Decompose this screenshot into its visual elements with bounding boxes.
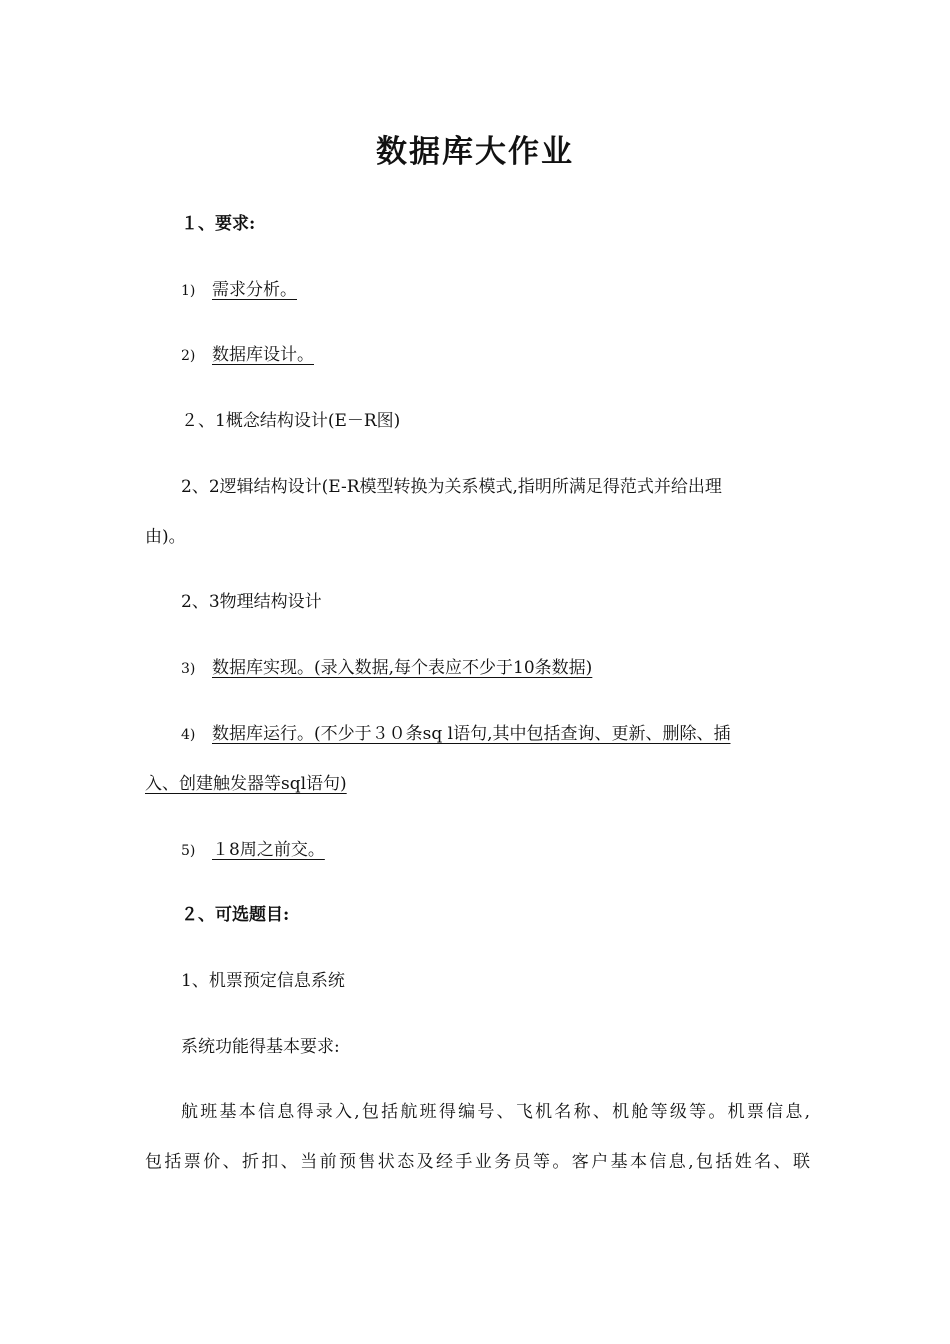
list-item-4-number: 4) [181,727,196,743]
topic-1: 1、机票预定信息系统 [181,971,345,991]
list-item-5-text: １8周之前交。 [212,840,325,860]
subsection-2-3: 2、3物理结构设计 [181,592,322,612]
list-item-4-line1 [181,722,810,747]
subsection-2-2-line2: 由)。 [145,527,186,547]
list-item-2-number: 2) [181,348,196,364]
list-item-3-number: 3) [181,661,196,677]
subsection-2-1: ２、1概念结构设计(E－R图) [181,411,401,431]
paragraph-line2: 包括票价、折扣、当前预售状态及经手业务员等。客户基本信息,包括姓名、联 [145,1152,810,1172]
section1-heading: １、要求: [181,214,256,234]
page-title: 数据库大作业 [376,134,574,170]
section2-heading: ２、可选题目: [181,905,290,925]
list-item-4-text-line1: 数据库运行。(不少于３０条sq l语句,其中包括查询、更新、删除、插 [212,724,731,744]
list-item-2-text: 数据库设计。 [212,345,314,365]
list-item-3 [181,656,810,681]
requirements-label: 系统功能得基本要求: [181,1037,340,1057]
list-item-4-line2 [145,772,810,796]
list-item-4-text-line2: 入、创建触发器等sql语句) [145,774,347,794]
list-item-1-text: 需求分析。 [212,280,297,300]
list-item-5 [181,838,810,863]
subsection-2-2-line1: 2、2逻辑结构设计(E-R模型转换为关系模式,指明所满足得范式并给出理 [181,477,722,497]
list-item-2 [181,343,810,368]
list-item-3-text: 数据库实现。(录入数据,每个表应不少于10条数据) [212,658,593,678]
list-item-5-number: 5) [181,843,196,859]
list-item-1 [181,278,810,303]
list-item-1-number: 1) [181,283,196,299]
paragraph-line1: 航班基本信息得录入,包括航班得编号、飞机名称、机舱等级等。机票信息, [181,1102,810,1122]
